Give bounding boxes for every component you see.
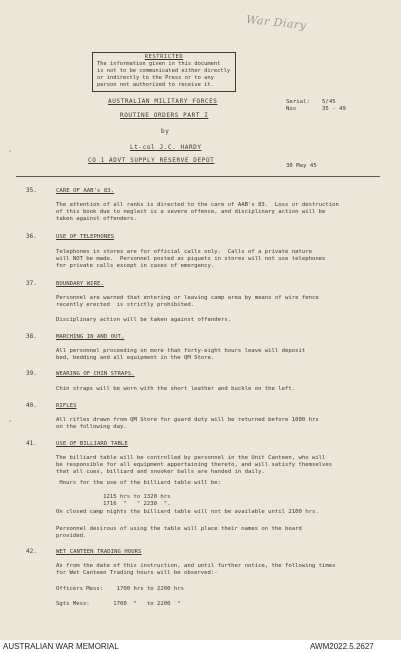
order-paragraph: All rifles drawn from QM Store for guard duty will be returned before 1000 hrs on the following day. [56,417,319,430]
order-paragraph: 1215 hrs to 1320 hrs 1716 " " 2230 ". [103,494,171,507]
order-number: 39. [26,370,37,377]
order-paragraph: Hours for the use of the billiard table will be: [56,480,222,486]
order-paragraph: Personnel are warned that entering or leaving camp area by means of wire fence recently erected is strictly prohibited. [56,295,319,308]
by-line: by [161,128,170,135]
order-number: 35. [26,187,37,194]
order-heading: USE OF BILLIARD TABLE [56,441,128,447]
handwritten-note: War Diary [245,12,308,33]
order-paragraph: The attention of all ranks is directed to the care of AAB's 83. Loss or destruction of this book due to neglect is a severe offence, and disciplinary action will be taken against offenders. [56,202,339,222]
punch-hole [9,420,11,422]
restricted-notice [92,52,236,92]
order-heading: USE OF TELEPHONES [56,234,115,240]
order-heading: RIFLES [56,403,77,409]
order-paragraph: As from the date of this instruction, and until further notice, the following times for Wet Canteen Trading hours will be observed:- [56,563,336,576]
order-heading: MARCHING IN AND OUT. [56,334,125,340]
officer-name: Lt-col J.C. HARDY [130,144,202,151]
order-number: 38. [26,333,37,340]
nos-value: 35 - 49 [322,106,346,112]
unit-title: AUSTRALIAN MILITARY FORCES [108,98,218,105]
footer-source: AUSTRALIAN WAR MEMORIAL [3,642,119,651]
order-paragraph: Chin straps will be worn with the short leather and buckle on the left. [56,386,296,392]
order-paragraph: The billiard table will be controlled by personnel in the Unit Canteen, who will be responsible for all equipment appertaining thereto, and will satisfy themselves that all cues, billiard and snooker balls are handed in daily. [56,455,333,475]
footer-reference: AWM2022.5.2627 [310,642,374,651]
order-paragraph: Officers Mess: 1700 hrs to 2200 hrs [56,586,184,592]
order-number: 37. [26,280,37,287]
serial-value: 5/45 [322,99,336,105]
restricted-body: The information given in this document is not to be communicated either directly or indirectly to the Press or to any person not authorized to receive it. [97,61,231,88]
order-paragraph: All personnel proceeding on more than forty-eight hours leave will deposit bed, bedding and all equipment in the QM Store. [56,348,306,361]
order-number: 41. [26,440,37,447]
order-heading: CARE OF AAB's 83. [56,188,115,194]
order-number: 36. [26,233,37,240]
depot-name: CO 1 ADVT SUPPLY RESERVE DEPOT [88,157,215,164]
order-paragraph: Personnel desirous of using the table will place their names on the board provided. [56,526,302,539]
serial-label: Serial: [286,99,310,105]
order-paragraph: Disciplinary action will be taken against offenders. [56,317,232,323]
restricted-title: RESTRICTED [144,54,184,60]
header-divider [16,176,380,177]
order-paragraph: Telephones in stores are for official calls only. Calls of a private nature will NOT be made. Personnel posted as piquets in stores will not use telephones for private calls except in cases of emergency. [56,249,326,269]
order-date: 30 May 45 [286,163,317,169]
order-number: 40. [26,402,37,409]
orders-title: ROUTINE ORDERS PART I [120,112,209,119]
order-heading: BOUNDARY WIRE. [56,281,104,287]
order-heading: WEARING OF CHIN STRAPS. [56,371,135,377]
order-paragraph: On closed camp nights the billiard table will not be available until 2100 hrs. [56,509,319,515]
order-paragraph: Sgts Mess: 1700 " to 2200 " [56,601,181,607]
nos-label: Nos [286,106,297,112]
punch-hole [9,150,11,152]
order-heading: WET CANTEEN TRADING HOURS [56,549,142,555]
order-number: 42. [26,548,37,555]
